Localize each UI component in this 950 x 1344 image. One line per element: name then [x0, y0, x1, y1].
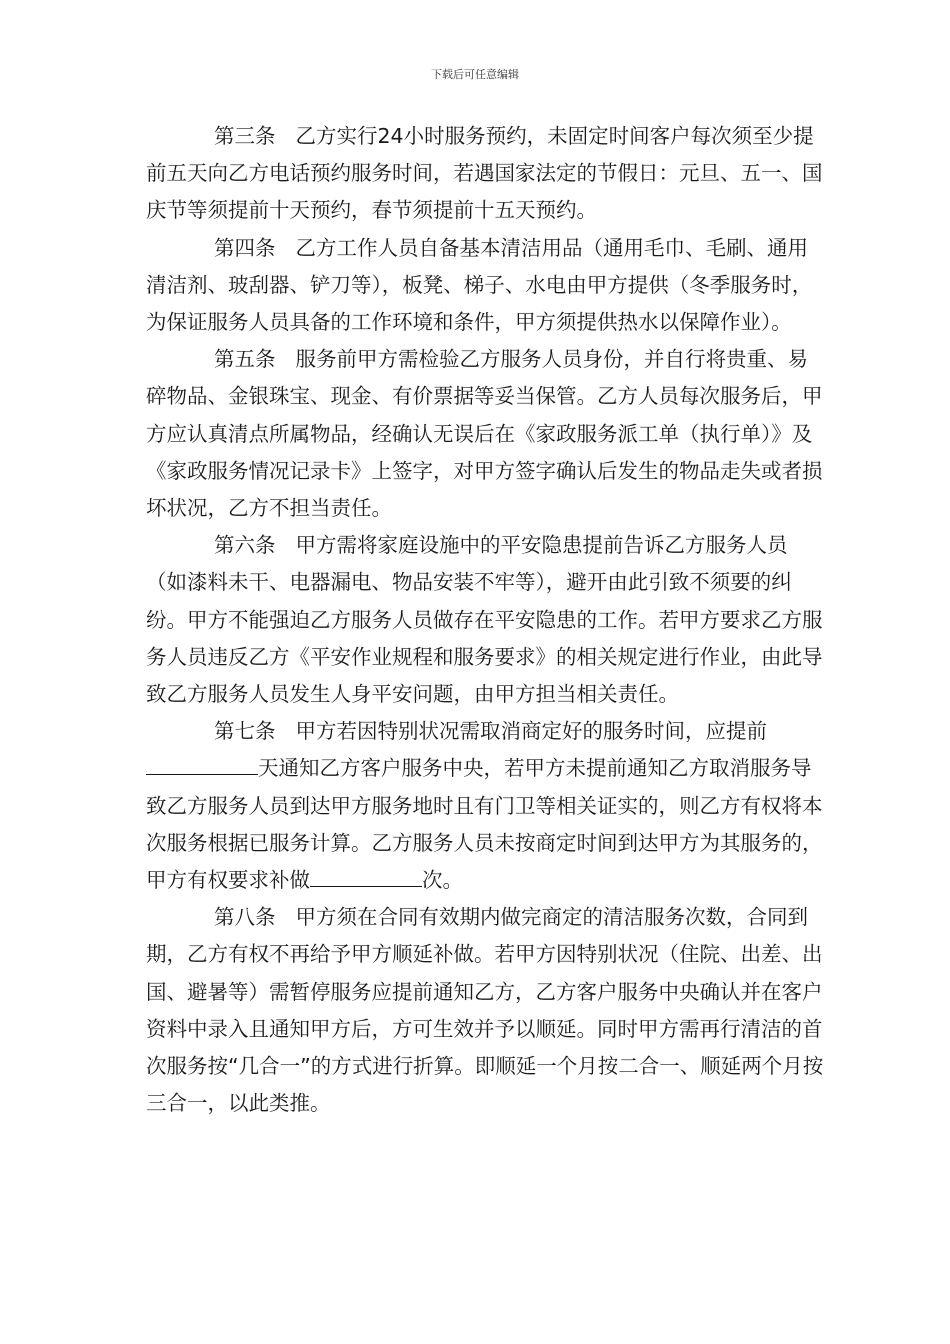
clause-text: 甲方须在合同有效期内做完商定的清洁服务次数，合同到期，乙方有权不再给予甲方顺延补做。若甲方因特别状况（住院、出差、出国、避暑等）需暂停服务应提前通知乙方，乙方客户服务中央确认并在客户资料中录入且通知甲方后，方可生效并予以顺延。同时甲方需再行清洁的首次服务按“几合一”的方式进行折算。即顺延一个月按二合一、顺延两个月按三合一，以此类推。 [146, 905, 824, 1116]
clause-label: 第五条 [214, 347, 276, 372]
clause-text: 甲方需将家庭设施中的平安隐患提前告诉乙方服务人员（如漆料未干、电器漏电、物品安装不牢等），避开由此引致不须要的纠纷。甲方不能强迫乙方服务人员做存在平安隐患的工作。若甲方要求乙方服务人员违反乙方《平安作业规程和服务要求》的相关规定进行作业，由此导致乙方服务人员发生人身平安问题，由甲方担当相关责任。 [146, 533, 823, 707]
clause-text: 服务前甲方需检验乙方服务人员身份，并自行将贵重、易碎物品、金银珠宝、现金、有价票据等妥当保管。乙方人员每次服务后，甲方应认真清点所属物品，经确认无误后在《家政服务派工单（执行单）》及《家政服务情况记录卡》上签字，对甲方签字确认后发生的物品走失或者损坏状况，乙方不担当责任。 [146, 347, 823, 521]
clause-text: 次。 [422, 868, 463, 893]
clause-label: 第六条 [214, 533, 276, 558]
clause-text: 乙方实行24小时服务预约，未固定时间客户每次须至少提前五天向乙方电话预约服务时间，若遇国家法定的节假日：元旦、五一、国庆节等须提前十天预约，春节须提前十五天预约。 [146, 124, 823, 223]
clause-label: 第三条 [214, 124, 276, 148]
clause-label: 第八条 [214, 905, 276, 930]
clause-label: 第四条 [214, 235, 276, 260]
contract-body [146, 118, 826, 1122]
clause-7 [146, 713, 826, 899]
clause-8 [146, 899, 826, 1122]
times-blank-field[interactable] [310, 868, 422, 887]
clause-text: 天通知乙方客户服务中央，若甲方未提前通知乙方取消服务导致乙方服务人员到达甲方服务地时且有门卫等相关证实的，则乙方有权将本次服务根据已服务计算。乙方服务人员未按商定时间到达甲方为其服务的，甲方有权要求补做 [146, 756, 823, 893]
clause-label: 第七条 [214, 719, 276, 744]
days-blank-field[interactable] [146, 756, 258, 775]
clause-3 [146, 118, 826, 230]
clause-text: 乙方工作人员自备基本清洁用品（通用毛巾、毛刷、通用清洁剂、玻刮器、铲刀等），板凳、梯子、水电由甲方提供（冬季服务时，为保证服务人员具备的工作环境和条件，甲方须提供热水以保障作业）。 [146, 235, 813, 335]
clause-4 [146, 230, 826, 342]
page-header-note: 下载后可任意编辑 [431, 68, 519, 81]
clause-5 [146, 341, 826, 527]
clause-6 [146, 527, 826, 713]
clause-text: 甲方若因特别状况需取消商定好的服务时间，应提前 [295, 719, 767, 744]
